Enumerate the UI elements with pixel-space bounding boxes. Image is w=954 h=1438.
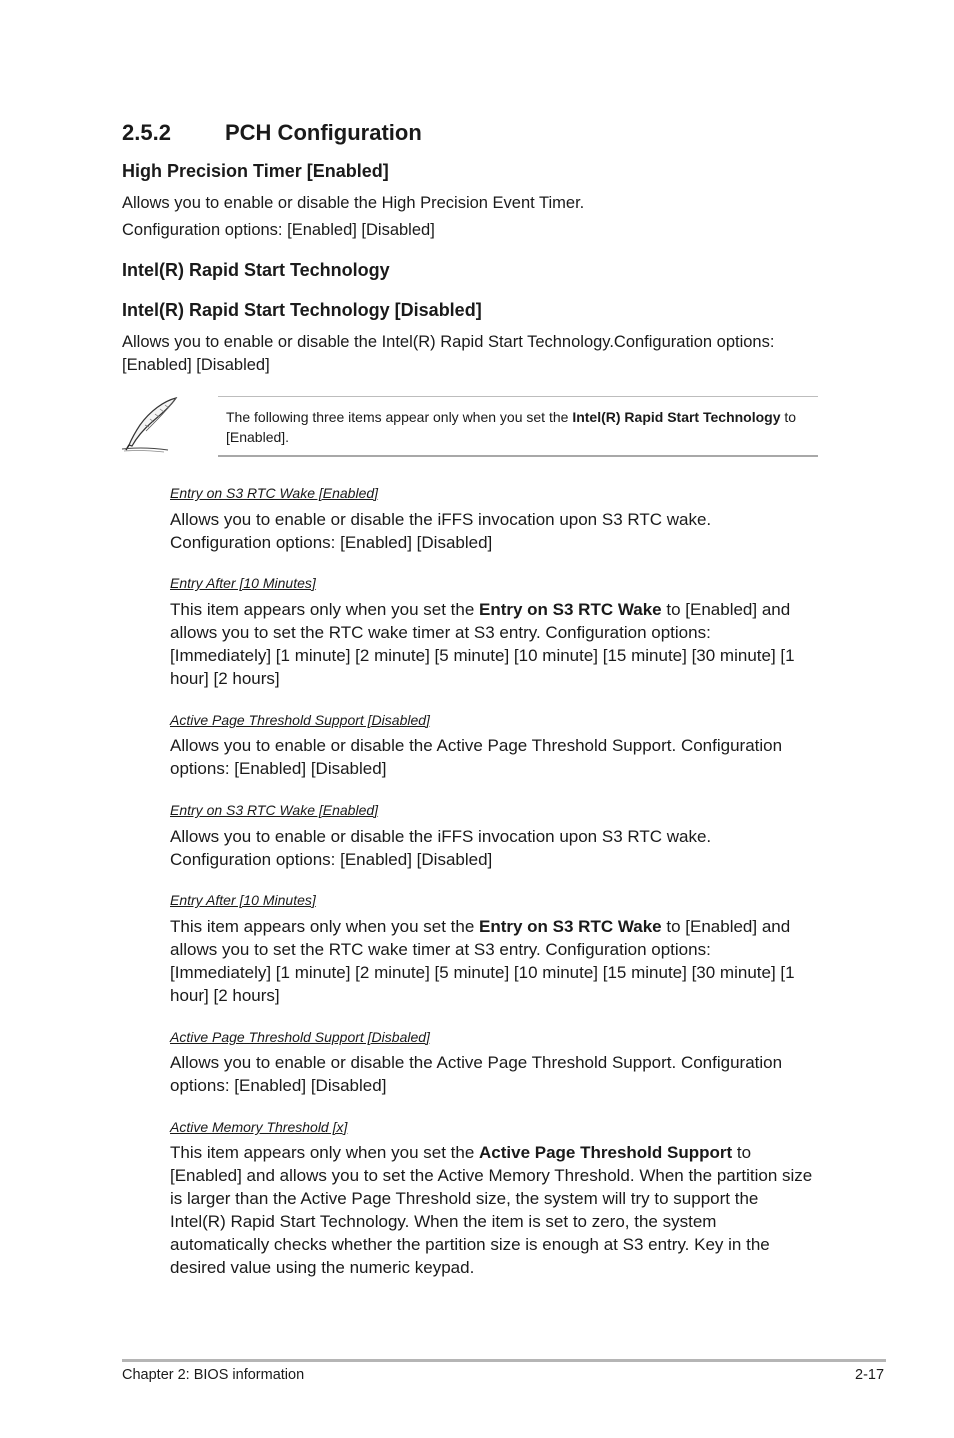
note-text-suffix: to [Enabled]. <box>226 409 797 445</box>
item-title: Active Page Threshold Support [Disabled] <box>170 712 430 728</box>
item-body-bold: Entry on S3 RTC Wake <box>479 917 662 936</box>
note-top-rule <box>218 396 818 397</box>
rst-description-line1: Allows you to enable or disable the Intel(R) Rapid Start Technology.Configuration options: <box>122 333 775 351</box>
hpet-heading: High Precision Timer [Enabled] <box>122 161 389 181</box>
item-body-bold: Entry on S3 RTC Wake <box>479 600 662 619</box>
item-body <box>170 598 815 690</box>
item-body-suffix: to [Enabled] and allows you to set the RTC wake timer at S3 entry. Configuration options: [Immediately] [1 minute] [2 minute] [5 minute] [10 minute] [15 minute] [30 minute] [1 hour] [2 hours] <box>170 917 795 1005</box>
item-title: Entry on S3 RTC Wake [Enabled] <box>170 485 379 501</box>
item-body-prefix: This item appears only when you set the <box>170 917 479 936</box>
item-title: Entry After [10 Minutes] <box>170 575 316 591</box>
footer-page-number: 2-17 <box>855 1367 885 1383</box>
feather-pen-icon <box>120 395 182 453</box>
hpet-description: Allows you to enable or disable the High Precision Event Timer. <box>122 194 585 212</box>
item-body: Allows you to enable or disable the iFFS invocation upon S3 RTC wake. Configuration options: [Enabled] [Disabled] <box>170 827 712 869</box>
item-title: Active Page Threshold Support [Disbaled] <box>170 1029 430 1045</box>
note-text <box>226 407 816 447</box>
section-number: 2.5.2 <box>122 120 171 145</box>
item-body <box>170 915 815 1007</box>
item-body-bold: Active Page Threshold Support <box>479 1143 733 1162</box>
item-body-suffix: to [Enabled] and allows you to set the Active Memory Threshold. When the partition size is larger than the Active Page Threshold size, the system will try to support the Intel(R) Rapid Start Technology. When the item is set to zero, the system automatically checks whether the partition size is enough at S3 entry. Key in the desired value using the numeric keypad. <box>170 1143 813 1277</box>
item-title: Active Memory Threshold [x] <box>170 1119 348 1135</box>
rst-group-heading: Intel(R) Rapid Start Technology <box>122 260 390 280</box>
hpet-options: Configuration options: [Enabled] [Disabled] <box>122 221 435 239</box>
section-title: PCH Configuration <box>225 120 422 145</box>
footer-rule <box>122 1359 886 1362</box>
footer-chapter: Chapter 2: BIOS information <box>122 1367 305 1383</box>
rst-description-line2: [Enabled] [Disabled] <box>122 356 270 374</box>
item-body-prefix: This item appears only when you set the <box>170 600 479 619</box>
note-bottom-rule <box>218 455 818 457</box>
item-body <box>170 1141 815 1279</box>
item-body: Allows you to enable or disable the Active Page Threshold Support. Configuration options: [Enabled] [Disabled] <box>170 736 783 778</box>
item-body-prefix: This item appears only when you set the <box>170 1143 479 1162</box>
note-text-prefix: The following three items appear only when you set the <box>226 409 573 425</box>
note-text-bold: Intel(R) Rapid Start Technology <box>572 409 781 425</box>
item-body: Allows you to enable or disable the Active Page Threshold Support. Configuration options: [Enabled] [Disabled] <box>170 1053 783 1095</box>
rst-heading: Intel(R) Rapid Start Technology [Disabled] <box>122 300 482 320</box>
item-body-suffix: to [Enabled] and allows you to set the RTC wake timer at S3 entry. Configuration options: [Immediately] [1 minute] [2 minute] [5 minute] [10 minute] [15 minute] [30 minute] [1 hour] [2 hours] <box>170 600 795 688</box>
item-title: Entry After [10 Minutes] <box>170 892 316 908</box>
item-title: Entry on S3 RTC Wake [Enabled] <box>170 802 379 818</box>
item-body: Allows you to enable or disable the iFFS invocation upon S3 RTC wake. Configuration options: [Enabled] [Disabled] <box>170 510 712 552</box>
